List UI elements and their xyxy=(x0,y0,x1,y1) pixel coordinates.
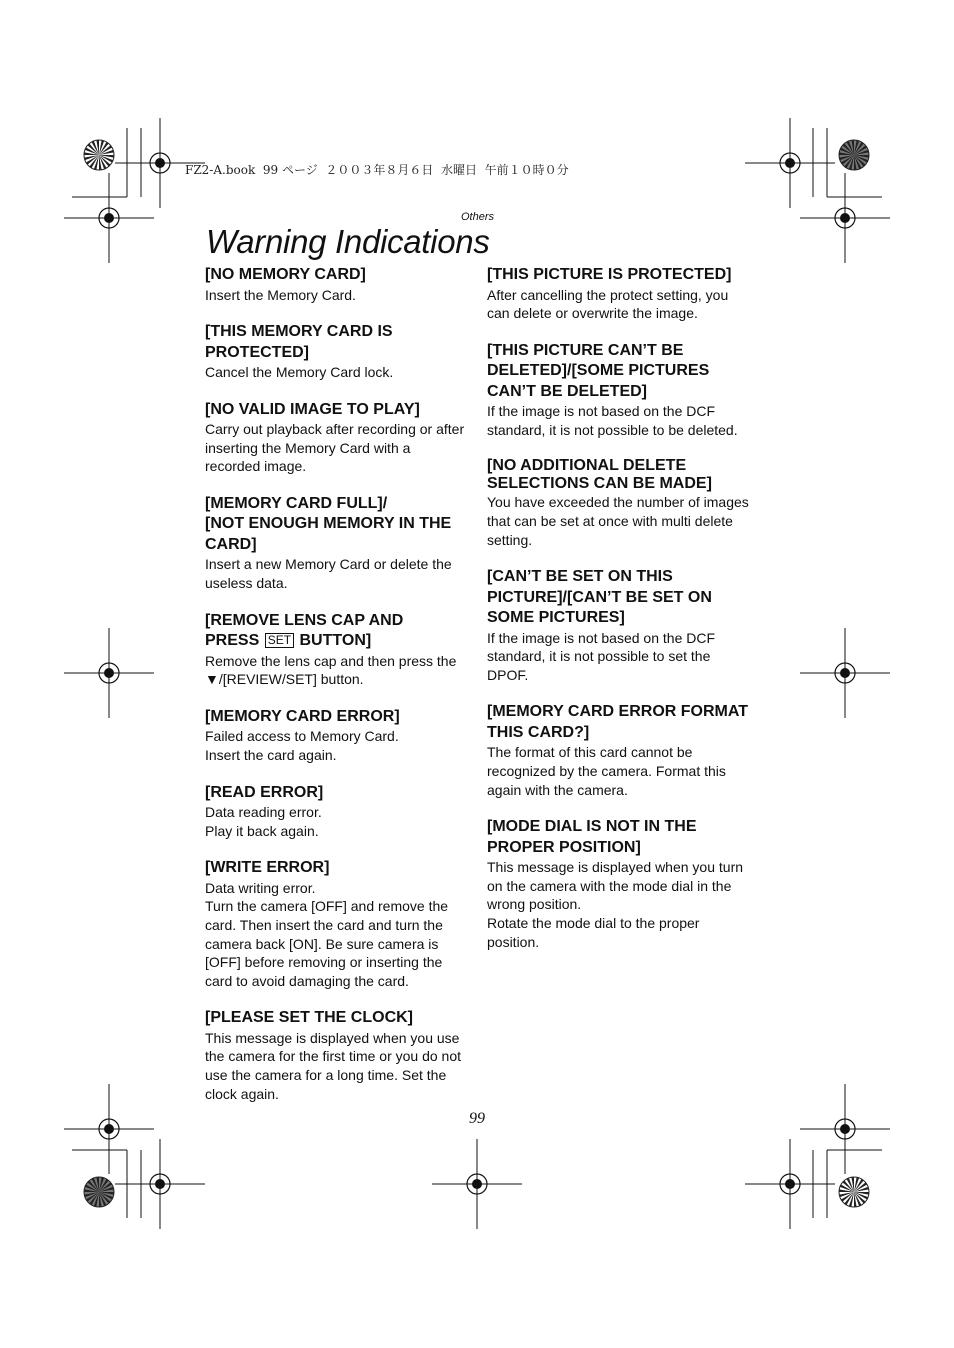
warning-description: Data reading error. Play it back again. xyxy=(205,804,322,839)
registration-target-dot xyxy=(785,158,795,168)
warning-description: After cancelling the protect setting, you can delete or overwrite the image. xyxy=(487,286,729,322)
warning-title: [PLEASE SET THE CLOCK] xyxy=(205,1009,414,1027)
registration-target-dot xyxy=(104,1124,114,1134)
warning-title: [NO ADDITIONAL DELETE SELECTIONS CAN BE MADE] xyxy=(487,457,712,493)
warning-title: [THIS PICTURE IS PROTECTED] xyxy=(487,266,732,283)
print-header: FZ2-A.book 99 ページ ２００３年８月６日 水曜日 午前１０時０分 xyxy=(185,163,569,177)
warning-no-memory-card xyxy=(205,265,469,304)
warning-read-error xyxy=(205,783,469,841)
warning-title: [MEMORY CARD FULL]/ [NOT ENOUGH MEMORY IN THE CARD] xyxy=(205,494,452,553)
warning-title: [THIS MEMORY CARD IS PROTECTED] xyxy=(205,323,393,361)
set-button-icon: SET xyxy=(265,633,294,648)
warning-cannot-set xyxy=(487,567,751,684)
page-number: 99 xyxy=(469,1110,485,1127)
registration-target-dot xyxy=(840,213,850,223)
warning-mode-dial xyxy=(487,817,751,951)
warning-set-clock xyxy=(205,1008,469,1103)
warning-description: The format of this card cannot be recognized by the camera. Format this again with the camera. xyxy=(487,744,726,798)
section-label: Others xyxy=(461,211,495,223)
warning-title: [WRITE ERROR] xyxy=(205,859,330,877)
registration-target-dot xyxy=(104,668,114,678)
warning-title: [THIS PICTURE CAN’T BE DELETED]/[SOME PICTURES CAN’T BE DELETED] xyxy=(487,341,710,400)
left-column xyxy=(205,265,469,1121)
registration-target-dot xyxy=(840,1124,850,1134)
warning-title: [READ ERROR] xyxy=(205,783,324,801)
warning-description: This message is displayed when you turn on the camera with the mode dial in the wrong position. Rotate the mode dial to the proper position. xyxy=(487,859,744,950)
warning-description: If the image is not based on the DCF standard, it is not possible to be deleted. xyxy=(487,403,738,438)
warning-no-additional-delete xyxy=(487,457,751,549)
warning-description: Failed access to Memory Card. Insert the card again. xyxy=(205,728,399,763)
warning-write-error xyxy=(205,858,469,990)
warning-memory-card-error xyxy=(205,707,469,765)
registration-target-dot xyxy=(785,1179,795,1189)
warning-title: [NO VALID IMAGE TO PLAY] xyxy=(205,400,420,418)
warning-title-line-1: [REMOVE LENS CAP AND xyxy=(205,611,404,629)
warning-description: You have exceeded the number of images that can be set at once with multi delete setting. xyxy=(487,494,749,548)
warning-description: Remove the lens cap and then press the ▼/[REVIEW/SET] button. xyxy=(205,652,457,688)
registration-target-dot xyxy=(155,1179,165,1189)
warning-cannot-delete xyxy=(487,341,751,440)
warning-memory-card-full xyxy=(205,494,469,593)
warning-card-protected xyxy=(205,322,469,382)
warning-title: [MEMORY CARD ERROR] xyxy=(205,707,400,725)
warning-title: [NO MEMORY CARD] xyxy=(205,266,366,283)
warning-title-press: PRESS xyxy=(205,632,260,650)
right-column xyxy=(487,265,751,969)
warning-description: Cancel the Memory Card lock. xyxy=(205,364,394,381)
warning-format-card xyxy=(487,702,751,799)
registration-target-dot xyxy=(155,158,165,168)
warning-description: Data writing error. Turn the camera [OFF] and remove the card. Then insert the card and turn the camera back [ON]. Be sure camera is [OFF] before removing or inserting the card to avoid damaging the card. xyxy=(205,879,449,989)
registration-target-dot xyxy=(104,213,114,223)
warning-description: Insert a new Memory Card or delete the useless data. xyxy=(205,556,452,592)
warning-no-valid-image xyxy=(205,400,469,476)
warning-title: [MEMORY CARD ERROR FORMAT THIS CARD?] xyxy=(487,703,749,741)
registration-target-dot xyxy=(472,1179,482,1189)
page-title: Warning Indications xyxy=(206,223,490,260)
warning-title-button: BUTTON] xyxy=(299,632,372,650)
warning-description: Insert the Memory Card. xyxy=(205,286,356,303)
registration-target-dot xyxy=(840,668,850,678)
warning-description: Carry out playback after recording or after inserting the Memory Card with a recorded image. xyxy=(205,421,465,475)
warning-title xyxy=(205,611,469,652)
warning-description: This message is displayed when you use the camera for the first time or you do not use the camera for a long time. Set the clock again. xyxy=(205,1029,462,1102)
warning-description: If the image is not based on the DCF standard, it is not possible to set the DPOF. xyxy=(487,629,716,683)
warning-picture-protected xyxy=(487,265,751,323)
warning-title: [MODE DIAL IS NOT IN THE PROPER POSITION] xyxy=(487,818,697,856)
warning-remove-lens-cap xyxy=(205,611,469,689)
warning-title: [CAN’T BE SET ON THIS PICTURE]/[CAN’T BE SET ON SOME PICTURES] xyxy=(487,568,712,627)
